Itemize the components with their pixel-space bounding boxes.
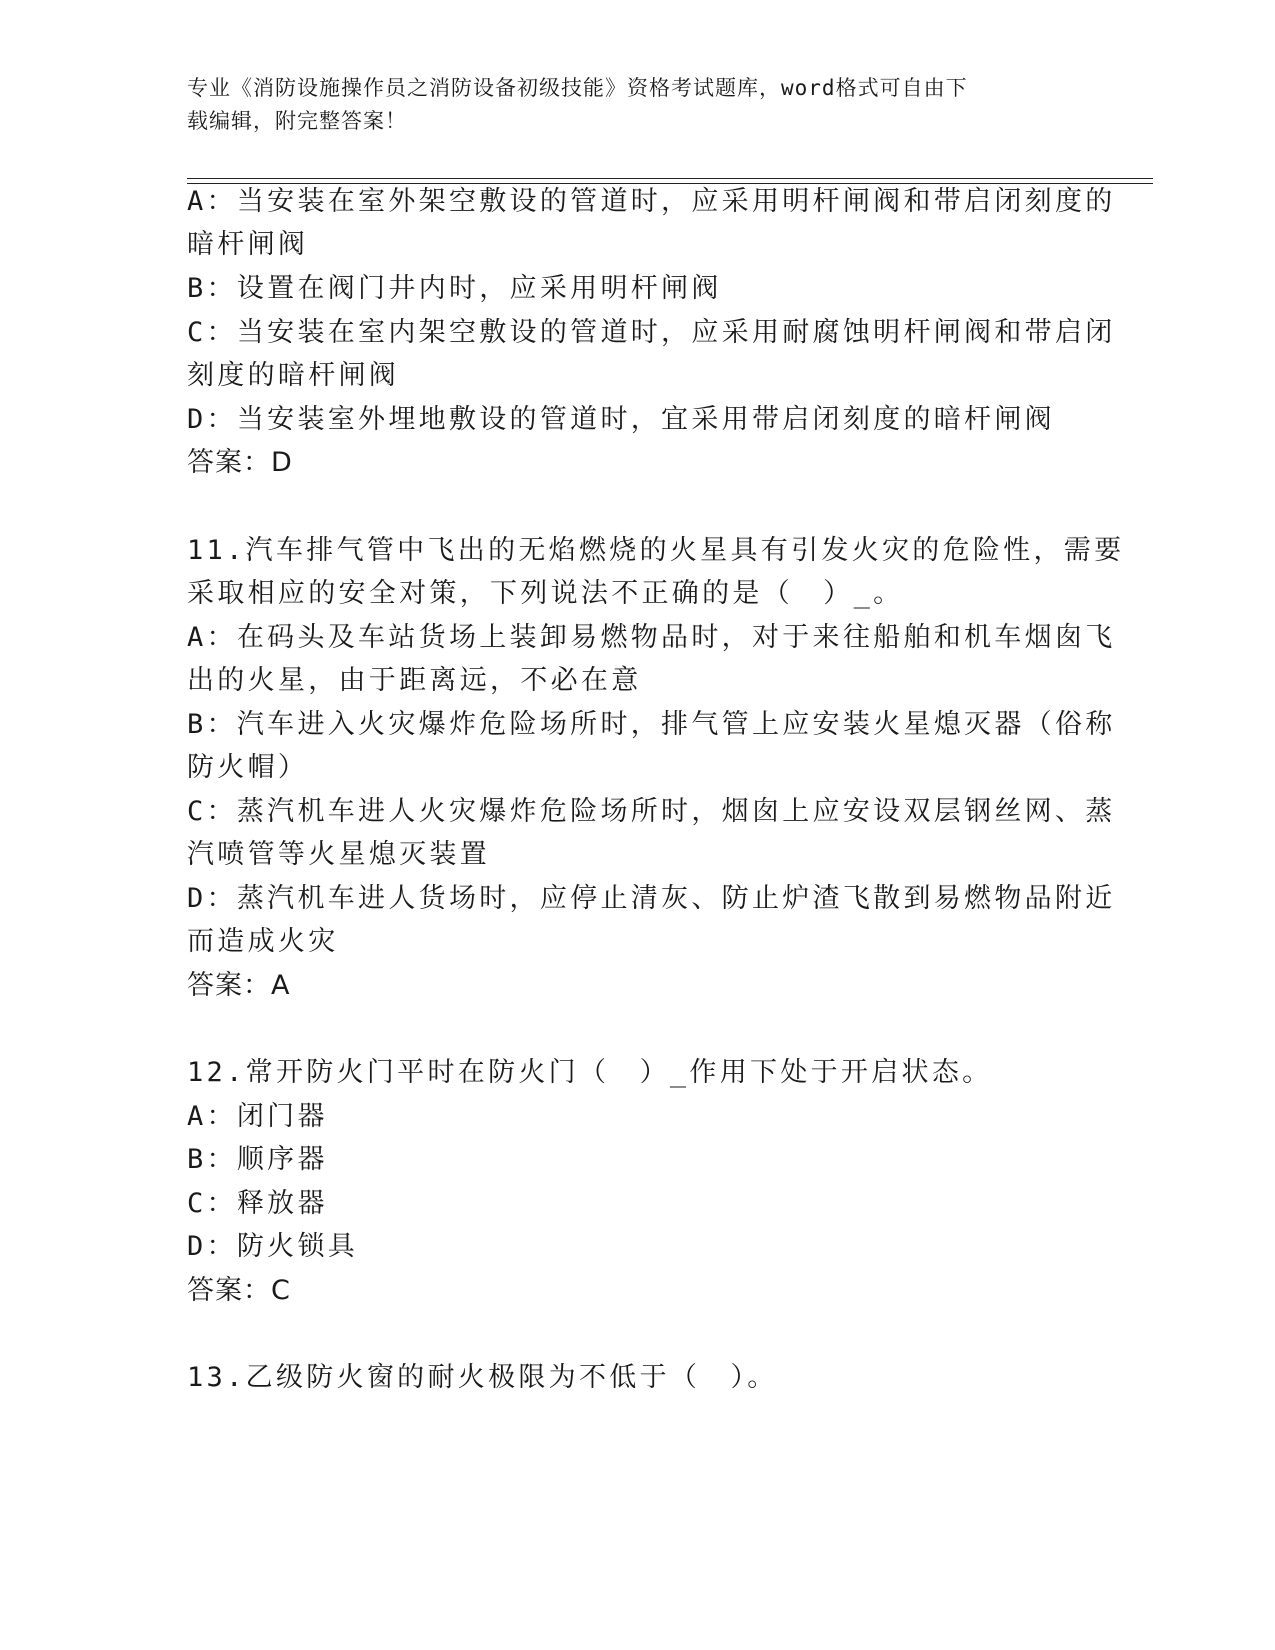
q11-option-c-line1: C：蒸汽机车进人火灾爆炸危险场所时，烟囱上应安设双层钢丝网、蒸 [187, 796, 1116, 827]
q10-option-a-line1: A：当安装在室外架空敷设的管道时，应采用明杆闸阀和带启闭刻度的 [187, 186, 1116, 217]
q11-stem-line1: 11.汽车排气管中飞出的无焰燃烧的火星具有引发火灾的危险性，需要 [187, 535, 1125, 566]
q11-option-b-line2: 防火帽） [187, 752, 309, 783]
q10-option-a-line2: 暗杆闸阀 [187, 229, 309, 260]
q12-stem: 12.常开防火门平时在防火门（ ）_作用下处于开启状态。 [187, 1057, 993, 1088]
q11-option-c-line2: 汽喷管等火星熄灭装置 [187, 839, 490, 870]
q11-option-a-line1: A：在码头及车站货场上装卸易燃物品时，对于来往船舶和机车烟囱飞 [187, 622, 1116, 653]
q11-option-a-line2: 出的火星，由于距离远，不必在意 [187, 665, 642, 696]
q11-option-d-line2: 而造成火灾 [187, 926, 339, 957]
header-line-1: 专业《消防设施操作员之消防设备初级技能》资格考试题库，word格式可自由下 [187, 76, 968, 100]
q10-option-c-line1: C：当安装在室内架空敷设的管道时，应采用耐腐蚀明杆闸阀和带启闭 [187, 317, 1116, 348]
q12-option-a: A：闭门器 [187, 1101, 328, 1132]
q13-stem: 13.乙级防火窗的耐火极限为不低于（ ）。 [187, 1362, 778, 1393]
q10-answer: 答案：D [187, 447, 293, 478]
q10-option-c-line2: 刻度的暗杆闸阀 [187, 360, 400, 391]
q11-answer: 答案：A [187, 970, 291, 1001]
document-header [187, 72, 1067, 138]
q11-option-b-line1: B：汽车进入火灾爆炸危险场所时，排气管上应安装火星熄灭器（俗称 [187, 709, 1116, 740]
q10-option-d: D：当安装室外埋地敷设的管道时，宜采用带启闭刻度的暗杆闸阀 [187, 404, 1055, 435]
q12-option-b: B：顺序器 [187, 1144, 328, 1175]
header-line-2: 载编辑，附完整答案！ [187, 109, 407, 133]
q12-answer: 答案：C [187, 1275, 291, 1306]
q10-option-b: B：设置在阀门井内时，应采用明杆闸阀 [187, 273, 722, 304]
q12-option-c: C：释放器 [187, 1188, 328, 1219]
q11-stem-line2: 采取相应的安全对策，下列说法不正确的是（ ）_。 [187, 578, 904, 609]
header-divider-top [187, 178, 1153, 179]
q11-option-d-line1: D：蒸汽机车进人货场时，应停止清灰、防止炉渣飞散到易燃物品附近 [187, 883, 1116, 914]
q12-option-d: D：防火锁具 [187, 1231, 359, 1262]
